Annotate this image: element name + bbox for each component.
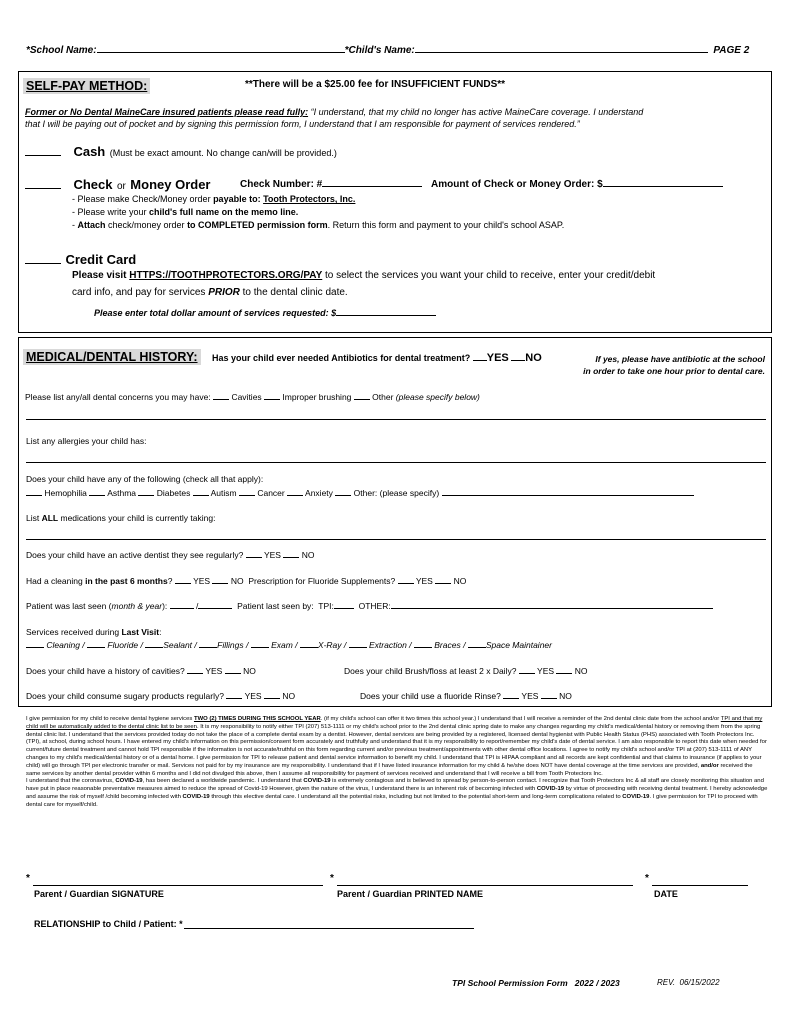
- credit-checkbox-line[interactable]: [25, 256, 61, 264]
- condition-line[interactable]: [26, 488, 42, 496]
- medical-title: MEDICAL/DENTAL HISTORY:: [23, 349, 201, 365]
- permission-paragraph: [26, 716, 768, 778]
- concern-other: Other: [372, 392, 394, 402]
- cavities-question: [26, 666, 256, 676]
- signature-star: *: [26, 873, 30, 884]
- cleaning-no: NO: [230, 576, 244, 586]
- other-field[interactable]: [391, 601, 713, 609]
- child-name-label: *Child's Name:: [344, 45, 415, 56]
- school-name-field[interactable]: [97, 44, 345, 53]
- allergies-label: List any allergies your child has:: [26, 436, 147, 446]
- condition-line[interactable]: [138, 488, 154, 496]
- total-amount: [94, 308, 436, 318]
- total-amount-label: Please enter total dollar amount of services requested: $: [94, 308, 337, 318]
- condition-line[interactable]: [239, 488, 255, 496]
- legal-p2-d: COVID-19: [303, 778, 331, 785]
- check-bullet-3a: -: [72, 220, 78, 230]
- condition-other-field[interactable]: [442, 488, 694, 496]
- credit-line1b: to select the services you want your child to receive, enter your credit/debit: [322, 270, 656, 281]
- rinse-yes-line[interactable]: [503, 691, 519, 699]
- antibiotics-q-text: Has your child ever needed Antibiotics for dental treatment?: [212, 353, 471, 363]
- cleaning-yes-line[interactable]: [175, 576, 191, 584]
- money-order-label: Money Order: [130, 177, 211, 192]
- service-xray: X-Ray: [317, 640, 342, 650]
- condition-asthma: Asthma: [107, 488, 137, 498]
- check-number-field[interactable]: [322, 179, 422, 187]
- cash-label: Cash: [73, 144, 106, 159]
- service-line[interactable]: [468, 640, 486, 648]
- condition-anxiety: Anxiety: [305, 488, 333, 498]
- permission-statement: [26, 716, 768, 810]
- tpi-label: TPI:: [318, 601, 334, 611]
- last-seen-b: month & year: [111, 601, 163, 611]
- cleaning-no-line[interactable]: [212, 576, 228, 584]
- service-extraction: Extraction: [369, 640, 407, 650]
- school-name-label: *School Name:: [26, 45, 97, 56]
- relationship-label: RELATIONSHIP to Child / Patient: *: [34, 919, 183, 929]
- legal-p1-c: . (if my child's school can offer it two times this school year.) I understand that I will receive a reminder of the 2nd dental clinic date from the school and/or: [320, 716, 721, 722]
- dentist-yes-line[interactable]: [246, 550, 262, 558]
- service-fillings: Fillings: [217, 640, 244, 650]
- service-line[interactable]: [26, 640, 44, 648]
- cavities-no: NO: [243, 666, 256, 676]
- legal-p2-k: . I give permission for TPI to proceed with dental care for myself/child.: [26, 793, 758, 808]
- check-checkbox-line[interactable]: [25, 181, 61, 189]
- conditions-list: [26, 488, 694, 498]
- antibiotics-note-2: in order to take one hour prior to dental care.: [583, 366, 765, 376]
- check-number: [240, 179, 422, 190]
- service-fluoride: Fluoride: [107, 640, 139, 650]
- brush-no: NO: [574, 666, 588, 676]
- legal-p2-f: COVID-19: [536, 786, 564, 793]
- service-line[interactable]: [300, 640, 318, 648]
- antibiotics-yes-line[interactable]: [473, 353, 487, 361]
- legal-p2-b: COVID-19: [115, 778, 143, 785]
- cleaning-yes: YES: [193, 576, 211, 586]
- concern-specify: (please specify below): [395, 392, 480, 402]
- credit-label: Credit Card: [65, 252, 137, 267]
- relationship-field[interactable]: [184, 928, 474, 929]
- condition-line[interactable]: [335, 488, 351, 496]
- condition-cancer: Cancer: [257, 488, 285, 498]
- brush-yes-line[interactable]: [519, 666, 535, 674]
- self-pay-section: [18, 71, 772, 333]
- form-name: TPI School Permission Form 2022 / 2023: [452, 978, 620, 988]
- self-pay-title: SELF-PAY METHOD:: [23, 78, 150, 94]
- service-line[interactable]: [349, 640, 367, 648]
- legal-p1-g: received the same services by another dental provider within 6 months and I did not divulged this above, then I assume all responsibility for payment of services received and understand that I will receive a bill from Tooth Protectors Inc.: [26, 762, 753, 777]
- signature-field[interactable]: [33, 885, 323, 886]
- service-cleaning: Cleaning: [46, 640, 80, 650]
- last-seen-c: ):: [162, 601, 168, 611]
- check-bullet-2b: child's full name on the memo line.: [149, 207, 299, 217]
- amount-label: Amount of Check or Money Order: $: [431, 179, 603, 190]
- rinse-no: NO: [559, 691, 572, 701]
- date-star: *: [645, 873, 649, 884]
- antibiotics-note-1: If yes, please have antibiotic at the school: [595, 354, 765, 364]
- brush-no-line[interactable]: [556, 666, 572, 674]
- dentist-q-text: Does your child have an active dentist they see regularly?: [26, 550, 244, 560]
- cleaning-q-c: ?: [167, 576, 173, 586]
- child-name-field[interactable]: [415, 44, 708, 53]
- concerns-label: Please list any/all dental concerns you may have:: [25, 392, 211, 402]
- concern-brushing-line[interactable]: [264, 392, 280, 400]
- dentist-no-line[interactable]: [283, 550, 299, 558]
- sugary-yes-line[interactable]: [226, 691, 242, 699]
- cavities-yes: YES: [205, 666, 223, 676]
- fluoride-yes-line[interactable]: [398, 576, 414, 584]
- medications-line[interactable]: [26, 539, 766, 540]
- credit-instructions: [72, 267, 766, 301]
- condition-autism: Autism: [210, 488, 237, 498]
- revision: REV. 06/15/2022: [657, 978, 720, 987]
- covid-paragraph: [26, 778, 768, 809]
- page-header: [26, 44, 774, 56]
- services-list: Cleaning / Fluoride / Sealant / Fillings / Exam / X-Ray / Extraction / Braces / Space Maintainer: [26, 640, 552, 650]
- amount-field[interactable]: [603, 179, 723, 187]
- service-exam: Exam: [271, 640, 293, 650]
- antibiotics-note: [583, 353, 765, 377]
- cleaning-q-a: Had a cleaning: [26, 576, 86, 586]
- services-label-a: Services received during: [26, 627, 122, 637]
- check-label: Check: [73, 177, 113, 192]
- last-seen-year-field[interactable]: [198, 601, 232, 609]
- last-seen-a: Patient was last seen (: [26, 601, 112, 611]
- condition-diabetes: Diabetes: [156, 488, 191, 498]
- credit-line2a: card info, and pay for services: [72, 287, 209, 298]
- legal-p2-h: COVID-19: [182, 793, 210, 800]
- condition-other: Other: (please specify): [353, 488, 440, 498]
- legal-p2-a: I understand that the coronavirus,: [26, 778, 116, 785]
- meds-label-b: ALL: [41, 513, 59, 523]
- conditions-label: Does your child have any of the following (check all that apply):: [26, 474, 264, 484]
- dental-concerns: [25, 392, 480, 402]
- former-notice-label: Former or No Dental MaineCare insured patients please read fully:: [25, 107, 309, 117]
- concern-brushing: Improper brushing: [282, 392, 352, 402]
- check-instructions: [72, 193, 564, 232]
- other-label: OTHER:: [358, 601, 391, 611]
- allergies-line[interactable]: [26, 462, 766, 463]
- cavities-q-text: Does your child have a history of cavities?: [26, 666, 185, 676]
- date-label: DATE: [654, 889, 678, 899]
- last-seen-month-field[interactable]: [170, 601, 194, 609]
- service-braces: Braces: [434, 640, 461, 650]
- sugary-question: [26, 691, 295, 701]
- rinse-question: [360, 691, 572, 701]
- service-line[interactable]: [145, 640, 163, 648]
- fluoride-q-text: Prescription for Fluoride Supplements?: [248, 576, 396, 586]
- rinse-q-text: Does your child use a fluoride Rinse?: [360, 691, 501, 701]
- service-line[interactable]: [199, 640, 217, 648]
- legal-p1-e: . It is my responsibility to notify either TPI (207) 513-1111 or my child's school prior to the 2nd dental clinic spring date to make any changes regarding my child's medical/dental history or removing them from the spring dental clinic list. I understand that the services provided today do not take the place of a complete dental exam by a dentist. However, dental services are being provided by a registered, licensed dental hygienist with Public Health Status (PHS) associated with Tooth Protectors Inc. (TPI), at school, during school hours. I have entered my child's information on this permission/consent form accurately and truthfully and understand that it is my responsibility to report/remember my child's date of dental service. I am also responsible to report this date when needed for current/future dental treatment and cannot hold TPI responsible if the information is not accurate/truthful on this form regarding current and/or previous treatment/appointments with other dental office locations. I agree to notify my child's school and/or TPI at (207) 513-1111 of ANY changes to my child's medical/dental history or of a dental home. I give permission for TPI to release patient and dental service information to benefit my child. I understand that TPI is HIPAA compliant and all records are kept confidential and that claims to insurance (if applies to your child) will go through TPI per electronic transfer or mail. Services not paid for by my insurance are my responsibility. I understand that if I have listed insurance information for my child & he/she does NOT have dental coverage at the time services are provided,: [26, 723, 767, 769]
- last-seen-by-label: Patient last seen by:: [237, 601, 314, 611]
- brush-q-text: Does your child Brush/floss at least 2 x Daily?: [344, 666, 517, 676]
- cleaning-question: [26, 576, 466, 586]
- meds-label-c: medications your child is currently taking:: [58, 513, 216, 523]
- cash-checkbox-line[interactable]: [25, 148, 61, 156]
- legal-p1-d: TPI and that my child will be automatically added to the dental clinic list to be seen: [26, 716, 763, 730]
- fluoride-yes: YES: [415, 576, 433, 586]
- concerns-line[interactable]: [26, 419, 766, 420]
- service-space-maintainer: Space Maintainer: [485, 640, 552, 650]
- rinse-yes: YES: [521, 691, 539, 701]
- service-line[interactable]: [414, 640, 432, 648]
- legal-p2-c: , has been declared a worldwide pandemic. I understand that: [142, 778, 304, 785]
- medications-label: [26, 513, 215, 523]
- check-bullet-3d: to COMPLETED permission form: [187, 220, 328, 230]
- check-bullet-3c: check/money order: [105, 220, 188, 230]
- printed-name-label: Parent / Guardian PRINTED NAME: [337, 889, 484, 899]
- last-seen: Patient was last seen (month & year): / Patient last seen by: TPI: OTHER:: [26, 601, 713, 611]
- sugary-q-text: Does your child consume sugary products regularly?: [26, 691, 224, 701]
- antibiotics-question: [212, 352, 542, 364]
- sugary-no-line[interactable]: [264, 691, 280, 699]
- services-label-c: :: [159, 627, 162, 637]
- page-number: PAGE 2: [713, 45, 750, 56]
- cavities-no-line[interactable]: [225, 666, 241, 674]
- dentist-no: NO: [301, 550, 315, 560]
- concern-cavities: Cavities: [231, 392, 262, 402]
- legal-p2-g: by virtue of proceeding with receiving dental treatment. I hereby acknowledge and assume the risk of myself /child becoming infected with: [26, 786, 768, 800]
- check-option: [25, 176, 210, 194]
- or-text: or: [116, 181, 126, 192]
- condition-hemophilia: Hemophilia: [44, 488, 87, 498]
- concern-cavities-line[interactable]: [213, 392, 229, 400]
- sugary-yes: YES: [244, 691, 262, 701]
- fluoride-no: NO: [453, 576, 467, 586]
- credit-line2b: to the dental clinic date.: [239, 287, 348, 298]
- antibiotics-yes: YES: [486, 352, 509, 364]
- dentist-yes: YES: [263, 550, 281, 560]
- concern-other-line[interactable]: [354, 392, 370, 400]
- condition-line[interactable]: [193, 488, 209, 496]
- legal-p2-i: through this elective dental care. I understand all the potential risks, including but not limited to the potential short-term and long-term complications related to: [209, 793, 623, 800]
- former-notice-text-2: that I will be paying out of pocket and by signing this permission form, I understand that I am responsible for payment of services rendered.”: [25, 119, 580, 129]
- rinse-no-line[interactable]: [541, 691, 557, 699]
- legal-p2-e: is extremely contagious and is believed to spread by person-to-person contact. I recognize that Tooth Protectors Inc & all staff are closely monitoring this situation and have put in place reasonable preventative measures aimed to reduce the spread of Covid-19 However, given the nature of the virus, I understand there is an inherent risk of becoming infected with: [26, 778, 764, 793]
- dentist-question: [26, 550, 314, 560]
- tpi-field[interactable]: [334, 601, 354, 609]
- cash-note: (Must be exact amount. No change can/will be provided.): [109, 148, 337, 158]
- printed-name-field[interactable]: [337, 885, 633, 886]
- cash-option: [25, 143, 337, 161]
- meds-label-a: List: [26, 513, 42, 523]
- amount: [431, 179, 723, 190]
- payment-link[interactable]: HTTPS://TOOTHPROTECTORS.ORG/PAY: [129, 270, 323, 281]
- fluoride-no-line[interactable]: [435, 576, 451, 584]
- antibiotics-no-line[interactable]: [511, 353, 525, 361]
- cleaning-q-b: in the past 6 months: [85, 576, 168, 586]
- service-line[interactable]: [251, 640, 269, 648]
- legal-p1-f: and/or: [700, 762, 719, 769]
- printed-name-star: *: [330, 873, 334, 884]
- legal-p1-b: TWO (2) TIMES DURING THIS SCHOOL YEAR: [193, 716, 321, 722]
- check-bullet-3e: . Return this form and payment to your child's school ASAP.: [327, 220, 565, 230]
- sugary-no: NO: [282, 691, 296, 701]
- legal-p2-j: COVID-19: [622, 793, 650, 800]
- service-sealant: Sealant: [163, 640, 193, 650]
- credit-prior: PRIOR: [208, 287, 240, 298]
- credit-line1a: Please visit: [72, 270, 130, 281]
- services-label-b: Last Visit: [121, 627, 160, 637]
- cavities-yes-line[interactable]: [187, 666, 203, 674]
- services-label: [26, 627, 161, 637]
- brush-yes: YES: [537, 666, 555, 676]
- condition-line[interactable]: [89, 488, 105, 496]
- legal-p1-a: I give permission for my child to receive dental hygiene services: [26, 716, 194, 722]
- condition-line[interactable]: [287, 488, 303, 496]
- antibiotics-no: NO: [525, 352, 542, 364]
- former-mainecare-notice: [25, 106, 767, 130]
- fee-note: **There will be a $25.00 fee for INSUFFICIENT FUNDS**: [245, 79, 506, 90]
- check-bullet-2a: - Please write your: [72, 207, 150, 217]
- check-bullet-1b: payable to:: [213, 194, 264, 204]
- check-bullet-3b: Attach: [77, 220, 106, 230]
- signature-label: Parent / Guardian SIGNATURE: [34, 889, 164, 899]
- former-notice-text-1: “I understand, that my child no longer has active MaineCare coverage. I understand: [308, 107, 644, 117]
- check-number-label: Check Number: #: [240, 179, 323, 190]
- check-bullet-1a: - Please make Check/Money order: [72, 194, 214, 204]
- service-line[interactable]: [87, 640, 105, 648]
- total-amount-field[interactable]: [336, 308, 436, 316]
- payee-name: Tooth Protectors, Inc.: [263, 194, 356, 204]
- date-field[interactable]: [652, 885, 748, 886]
- brush-question: [344, 666, 588, 676]
